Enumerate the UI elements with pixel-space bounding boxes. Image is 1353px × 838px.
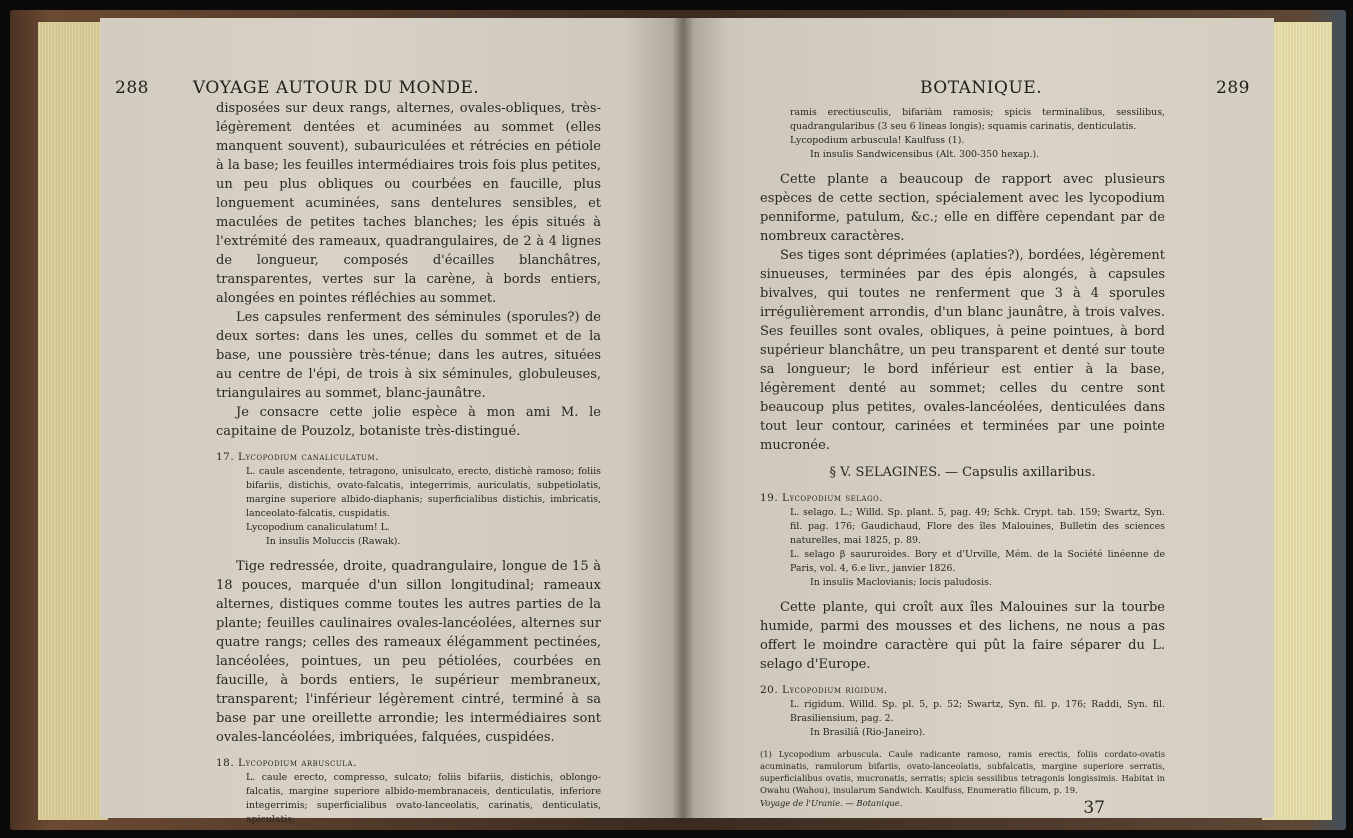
species-18-heading: 18. Lycopodium arbuscula. [216, 757, 357, 769]
right-page-number: 289 [1216, 78, 1250, 98]
species-19-habitat: In insulis Maclovianis; locis paludosis. [810, 577, 992, 588]
right-paragraph-3: Cette plante, qui croît aux îles Malouines sur la tourbe humide, parmi des mousses et des lichens, ne nous a pas offert le moindre caractère qui pût la faire séparer du L. selago d'Europe. [760, 600, 1165, 672]
left-paragraph-1: disposées sur deux rangs, alternes, ovales-obliques, très-légèrement dentées et acuminées au sommet (elles manquent souvent), subauriculées et rétrécies en pétiole à la base; les feuilles intermédiaires trois fois plus petites, un peu plus obliques ou courbées en faucille, plus longuement acuminées, sans dentelures sensibles, et maculées de petites taches blanches; les épis situés à l'extrémité des rameaux, quadrangulaires, de 2 à 4 lignes de longueur, composés d'écailles blanchâtres, transparentes, vertes sur la carène, à bords entiers, alongées en pointes réfléchies au sommet. [216, 101, 601, 306]
right-running-title: BOTANIQUE. [920, 78, 1043, 98]
species-18-diagnosis: L. caule erecto, compresso, sulcato; foliis bifariis, distichis, oblongo-falcatis, margine superiore albido-membranaceis, denticulatis, inferiore integerrimis; superficialibus ovato-lanceolatis, carinatis, denticulatis, apiculatis; [246, 772, 601, 825]
section-heading: § V. SELAGINES. — Capsulis axillaribus. [829, 465, 1096, 480]
species-19-heading: 19. Lycopodium selago. [760, 492, 884, 504]
left-paragraph-2: Les capsules renferment des séminules (sporules?) de deux sortes: dans les unes, celles du sommet et de la base, une poussière très-ténue; dans les autres, situées au centre de l'épi, de trois à six séminules, globuleuses, triangulaires au sommet, blanc-jaunâtre. [216, 310, 601, 401]
species-18-continuation: ramis erectiusculis, bifariàm ramosis; spicis terminalibus, sessilibus, quadrangularibus (3 seu 6 lineas longis); squamis carinatis, denticulatis. [790, 107, 1165, 132]
species-19-ref-2: L. selago β saururoides. Bory et d'Urville, Mém. de la Société linéenne de Paris, vol. 4, 6.e livr., janvier 1826. [790, 549, 1165, 574]
species-17-synonym: Lycopodium canaliculatum! L. [246, 522, 390, 533]
page-footer [760, 798, 1165, 818]
species-18-habitat: In insulis Sandwicensibus (Alt. 300-350 hexap.). [810, 149, 1040, 160]
left-page-number: 288 [115, 78, 149, 98]
species-20-habitat: In Brasiliâ (Rio-Janeiro). [810, 727, 926, 738]
left-page-edges [38, 22, 108, 820]
book-gutter [672, 18, 694, 818]
species-19-ref-1: L. selago. L.; Willd. Sp. plant. 5, pag. 49; Schk. Crypt. tab. 159; Swartz, Syn. fil. pag. 176; Gaudichaud, Flore des îles Malouines, Bulletin des sciences naturelles, mai 1825, p. 89. [790, 507, 1165, 546]
left-text-column [216, 99, 601, 827]
footnote: (1) Lycopodium arbuscula. Caule radicante ramoso, ramis erectis, foliis cordato-ovatis acuminatis, ramulorum bifariis, ovato-lanceolatis, subfalcatis, margine superiore serratis, superficialibus ovatis, mucronatis, serratis; spicis sessilibus tetragonis longissimis. Habitat in Owahu (Wahou), insularum Sandwich. Kaulfuss, Enumeratio filicum, p. 19. [760, 749, 1165, 795]
left-running-head [115, 78, 515, 98]
left-running-title: VOYAGE AUTOUR DU MONDE. [192, 78, 480, 98]
species-20-ref: L. rigidum. Willd. Sp. pl. 5, p. 52; Swartz, Syn. fil. p. 176; Raddi, Syn. fil. Brasiliensium, pag. 2. [790, 699, 1165, 724]
signature-mark: 37 [1083, 798, 1105, 818]
right-paragraph-1: Cette plante a beaucoup de rapport avec plusieurs espèces de cette section, spécialement avec les lycopodium penniforme, patulum, &c.; elle en diffère cependant par de nombreux caractères. [760, 172, 1165, 244]
species-17-heading: 17. Lycopodium canaliculatum. [216, 451, 379, 463]
species-17-diagnosis: L. caule ascendente, tetragono, unisulcato, erecto, distichè ramoso; foliis bifariis, distichis, ovato-falcatis, integerrimis, auriculatis, subpetiolatis, margine superiore albido-diaphanis; superficialibus distichis, imbricatis, lanceolato-falcatis, cuspidatis. [246, 466, 601, 519]
left-paragraph-4: Tige redressée, droite, quadrangulaire, longue de 15 à 18 pouces, marquée d'un sillon longitudinal; rameaux alternes, distiques comme toutes les autres parties de la plante; feuilles caulinaires ovales-lancéolées, alternes sur quatre rangs; celles des rameaux élégamment pectinées, lancéolées, pointues, un peu pétiolées, courbées en faucille, à bords entiers, le supérieur membraneux, transparent; l'inférieur légèrement cintré, terminé à sa base par une oreillette arrondie; les intermédiaires sont ovales-lancéolées, imbriquées, falquées, cuspidées. [216, 559, 601, 745]
left-paragraph-3: Je consacre cette jolie espèce à mon ami M. le capitaine de Pouzolz, botaniste très-distingué. [216, 405, 601, 439]
right-paragraph-2: Ses tiges sont déprimées (aplaties?), bordées, légèrement sinueuses, terminées par des épis alongés, à capsules bivalves, qui toutes ne renferment que 3 à 4 sporules irrégulièrement arrondis, d'un blanc jaunâtre, à trois valves. Ses feuilles sont ovales, obliques, à peine pointues, à bord supérieur blanchâtre, un peu transparent et denté sur toute sa longueur; le bord inférieur est entier à la base, légèrement denté au sommet; celles du centre sont beaucoup plus petites, ovales-lancéolées, denticulées dans tout leur contour, carinées et terminées par une pointe mucronée. [760, 248, 1165, 453]
footer-source: Voyage de l'Uranie. — Botanique. [760, 798, 903, 808]
species-18-synonym: Lycopodium arbuscula! Kaulfuss (1). [790, 135, 965, 146]
species-20-heading: 20. Lycopodium rigidum. [760, 684, 888, 696]
species-17-habitat: In insulis Moluccis (Rawak). [266, 536, 401, 547]
right-running-head [920, 78, 1250, 98]
right-text-column [760, 106, 1165, 818]
